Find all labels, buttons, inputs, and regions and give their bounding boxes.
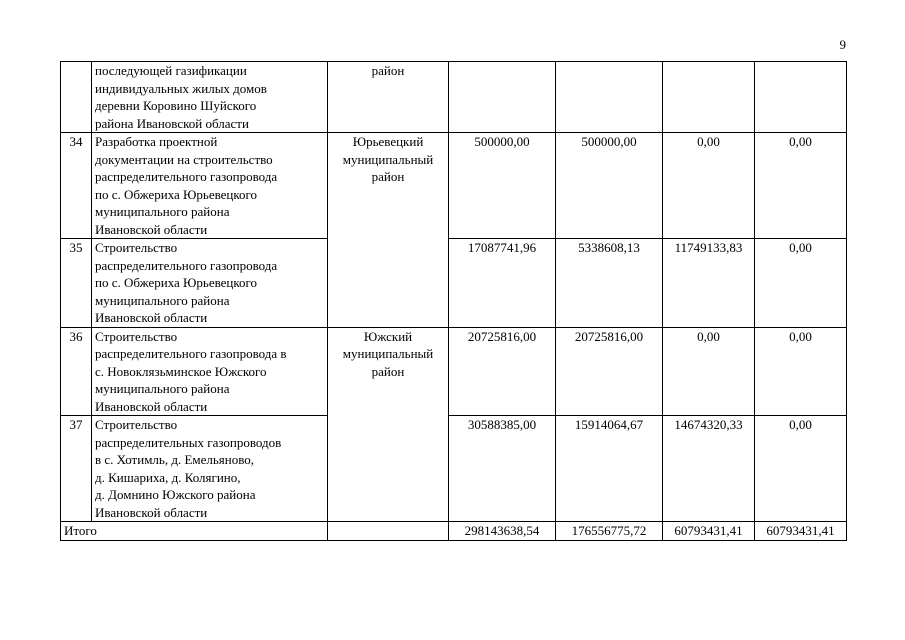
object-name: Строительство распределительного газопровода в с. Новоклязьминское Южского муниципального района Ивановской области	[92, 327, 328, 416]
row-number	[61, 62, 92, 133]
amount-total	[449, 62, 556, 133]
row-number: 36	[61, 327, 92, 416]
total-amount-3: 60793431,41	[663, 522, 755, 541]
amount-4: 0,00	[755, 133, 847, 239]
district-name: Южский муниципальный район	[328, 327, 449, 522]
object-name: последующей газификации индивидуальных жилых домов деревни Коровино Шуйского района Ивановской области	[92, 62, 328, 133]
amount-3: 0,00	[663, 133, 755, 239]
total-amount: 298143638,54	[449, 522, 556, 541]
amount-2: 15914064,67	[556, 416, 663, 522]
amount-3: 14674320,33	[663, 416, 755, 522]
total-amount-2: 176556775,72	[556, 522, 663, 541]
amount-4	[755, 62, 847, 133]
row-number: 34	[61, 133, 92, 239]
amount-total: 30588385,00	[449, 416, 556, 522]
amount-2: 500000,00	[556, 133, 663, 239]
total-label: Итого	[61, 522, 328, 541]
amount-4: 0,00	[755, 239, 847, 328]
row-number: 35	[61, 239, 92, 328]
amount-3: 0,00	[663, 327, 755, 416]
object-name: Разработка проектной документации на строительство распределительного газопровода по с. Обжериха Юрьевецкого муниципального района Ивановской области	[92, 133, 328, 239]
amount-3	[663, 62, 755, 133]
table-row	[61, 327, 847, 416]
amount-total: 500000,00	[449, 133, 556, 239]
amount-4: 0,00	[755, 327, 847, 416]
amount-2: 5338608,13	[556, 239, 663, 328]
amount-4: 0,00	[755, 416, 847, 522]
total-district	[328, 522, 449, 541]
total-amount-4: 60793431,41	[755, 522, 847, 541]
object-name: Строительство распределительного газопровода по с. Обжериха Юрьевецкого муниципального района Ивановской области	[92, 239, 328, 328]
amount-2: 20725816,00	[556, 327, 663, 416]
row-number: 37	[61, 416, 92, 522]
amount-total: 17087741,96	[449, 239, 556, 328]
district-name: район	[328, 62, 449, 133]
table-row	[61, 62, 847, 133]
table-row	[61, 133, 847, 239]
total-row	[61, 522, 847, 541]
funding-table	[60, 61, 847, 541]
amount-3: 11749133,83	[663, 239, 755, 328]
amount-total: 20725816,00	[449, 327, 556, 416]
district-name: Юрьевецкий муниципальный район	[328, 133, 449, 328]
object-name: Строительство распределительных газопроводов в с. Хотимль, д. Емельяново, д. Кишариха, д. Колягино, д. Домнино Южского района Ивановской области	[92, 416, 328, 522]
page-number: 9	[839, 37, 846, 52]
table-row	[61, 239, 847, 328]
table-row	[61, 416, 847, 522]
amount-2	[556, 62, 663, 133]
